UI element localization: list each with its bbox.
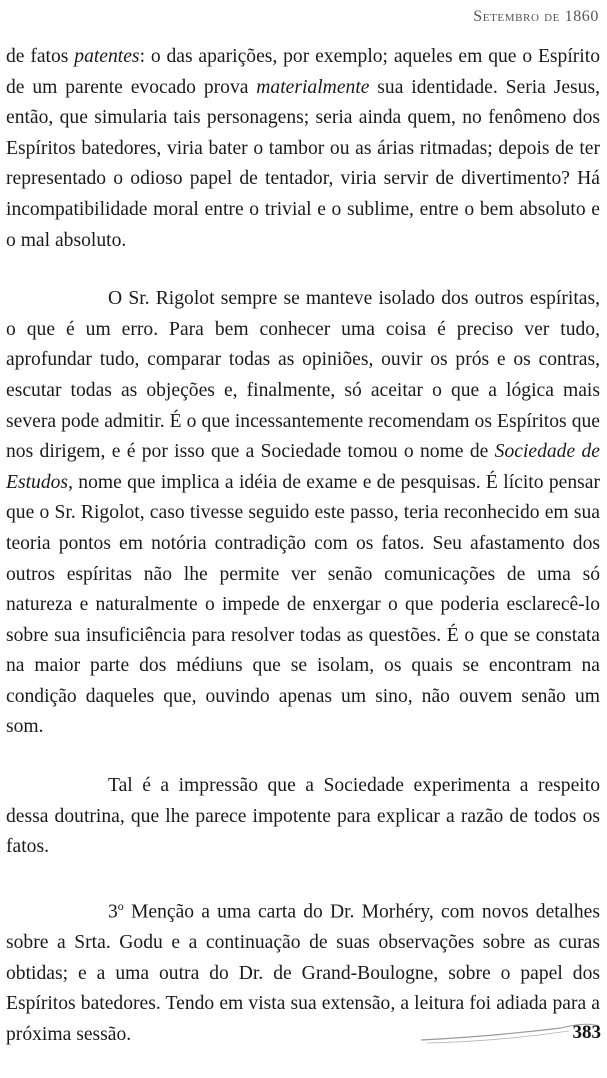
page-number: 383 bbox=[572, 1022, 601, 1043]
ordinal-superscript: o bbox=[117, 898, 124, 913]
paragraph-2 bbox=[6, 284, 600, 743]
text-run: sua identidade. Seria Jesus, então, que simularia tais personagens; seria ainda quem, no fenômeno dos Espíritos batedores, viria bater o tambor ou as árias ritmadas; depois de ter representado o odioso papel de tentador, viria servir de divertimento? Há incompatibilidade moral entre o trivial e o sublime, entre o bem absoluto e o mal absoluto. bbox=[6, 76, 600, 251]
italic-text: Sociedade de Estudos bbox=[6, 441, 600, 493]
italic-text: patentes bbox=[74, 46, 140, 67]
body-text bbox=[6, 42, 600, 1078]
text-run: 3 bbox=[108, 901, 118, 923]
text-run: de fatos bbox=[6, 46, 75, 67]
text-run: Tal é a impressão que a Sociedade experimenta a respeito dessa doutrina, que lhe parece impotente para explicar a razão de todos os fatos. bbox=[6, 775, 600, 858]
text-run: Menção a uma carta do Dr. Morhéry, com novos detalhes sobre a Srta. Godu e a continuação de suas observações sobre as curas obtidas; e a uma outra do Dr. de Grand-Boulogne, sobre o papel dos Espíritos batedores. Tendo em vista sua extensão, a leitura foi adiada para a próxima sessão. bbox=[6, 901, 600, 1045]
italic-text: materialmente bbox=[256, 76, 370, 98]
text-run: , nome que implica a idéia de exame e de pesquisas. É lícito pensar que o Sr. Rigolot, caso tivesse seguido este passo, teria reconhecido em sua teoria pontos em notória contradição com os fatos. Seu afastamento dos outros espíritas não lhe permite ver senão comunicações de uma só natureza e naturalmente o impede de enxergar o que poderia esclarecê-lo sobre sua insuficiência para resolver todas as questões. É o que se constata na maior parte dos médiuns que se isolam, os quais se encontram na condição daqueles que, ouvindo apenas um sino, não ouvem senão um som. bbox=[6, 471, 600, 738]
text-run: O Sr. Rigolot sempre se manteve isolado dos outros espíritas, o que é um erro. Para bem conhecer uma coisa é preciso ver tudo, aprofundar tudo, comparar todas as opiniões, ouvir os prós e os contras, escutar todas as objeções e, finalmente, só aceitar o que a lógica mais severa pode admitir. É o que incessantemente recomendam os Espíritos que nos dirigem, e é por isso que a Sociedade tomou o nome de bbox=[6, 288, 600, 463]
paragraph-1 bbox=[6, 42, 600, 256]
page-footer bbox=[401, 1010, 601, 1050]
text-run: : o das aparições, por exemplo; aqueles em que o Espírito de um parente evocado prova bbox=[6, 46, 600, 98]
running-header: Setembro de 1860 bbox=[473, 8, 599, 25]
paragraph-3 bbox=[6, 771, 600, 863]
flourish-ornament bbox=[401, 1010, 601, 1050]
